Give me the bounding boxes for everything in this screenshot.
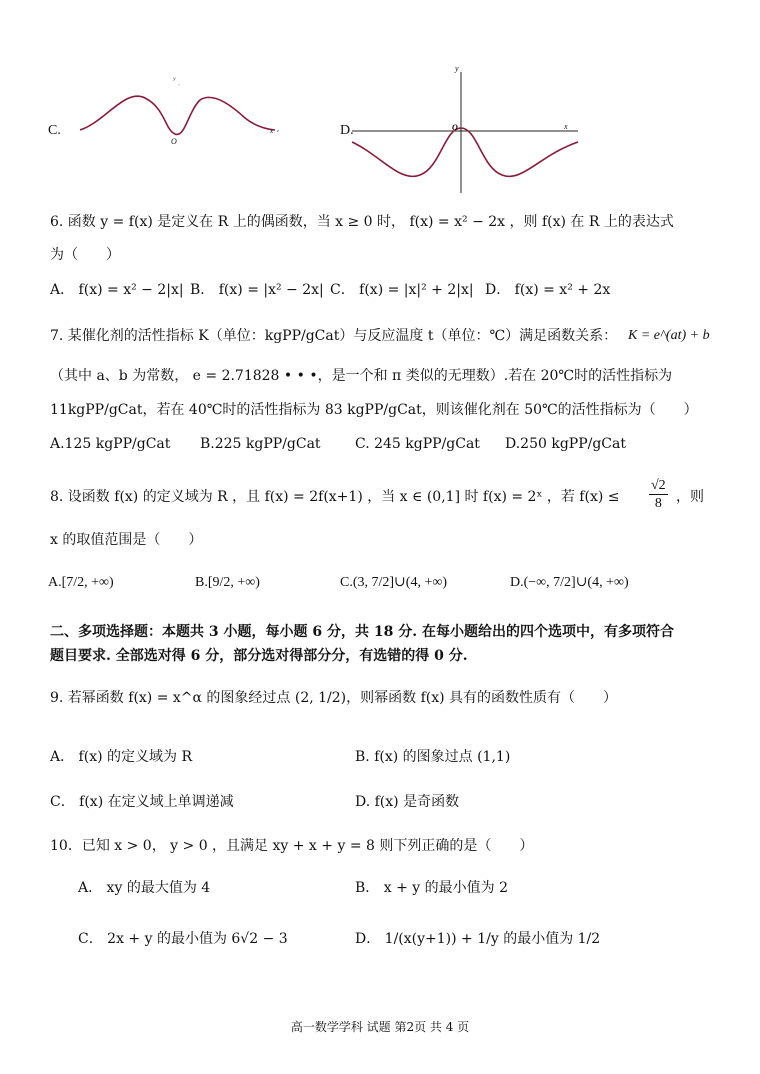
q8-fraction (648, 477, 669, 512)
section2-heading-line1: 二、多项选择题：本题共 3 小题，每小题 6 分，共 18 分. 在每小题给出的四个选项中，有多项符合 (50, 624, 674, 640)
q7-option-d: D.250 kgPP/gCat (505, 436, 626, 452)
q6-option-b: B． f(x) = |x² − 2x| (190, 282, 324, 298)
q7-line2: （其中 a、b 为常数， e = 2.71828 • • •，是一个和 π 类似的无理数）.若在 20℃时的活性指标为 (50, 368, 673, 384)
q8-fraction-denominator: 8 (654, 496, 662, 511)
q8-line1: 8. 设函数 f(x) 的定义域为 R ，且 f(x) = 2f(x+1) ，当 x ∈ (0,1] 时 f(x) = 2ˣ ，若 f(x) ≤ (50, 489, 620, 505)
graph-c-arrow: ᵉ (277, 128, 279, 136)
q8-fraction-numerator: √2 (651, 478, 666, 493)
graph-d-origin: O (452, 123, 458, 132)
q7-option-c: C. 245 kgPP/gCat (355, 436, 480, 452)
q6-option-d: D． f(x) = x² + 2x (485, 282, 611, 298)
graph-d-label: D. (340, 123, 354, 138)
q8-option-b: B.[9/2, +∞) (195, 575, 260, 590)
q6-stem-line1: 6. 函数 y = f(x) 是定义在 R 上的偶函数，当 x ≥ 0 时， f(x) = x² − 2x ，则 f(x) 在 R 上的表达式 (50, 214, 674, 230)
graph-c-label: C. (48, 123, 61, 138)
q9-option-d: D. f(x) 是奇函数 (355, 794, 460, 810)
q8-option-c: C.(3, 7/2]∪(4, +∞) (340, 575, 447, 590)
graph-d-curve (352, 128, 578, 176)
graph-d-y-label: y (455, 64, 459, 73)
page-footer: 高一数学学科 试题 第2页 共 4 页 (290, 1020, 470, 1034)
q7-line3: 11kgPP/gCat，若在 40℃时的活性指标为 83 kgPP/gCat，则该催化剂在 50℃的活性指标为（ ） (50, 402, 698, 418)
q9-option-b: B. f(x) 的图象过点 (1,1) (355, 749, 511, 765)
q7-formula: K = e^(at) + b (628, 328, 710, 343)
q6-option-c: C． f(x) = |x|² + 2|x| (330, 282, 474, 298)
q6-stem-line2: 为（ ） (50, 247, 120, 263)
q8-line2: x 的取值范围是（ ） (50, 532, 203, 548)
graph-d-x-label: x (564, 122, 568, 131)
q10-option-b: B． x + y 的最小值为 2 (355, 880, 508, 896)
graph-c-y-tick: ˎ (178, 79, 180, 86)
q7-line1: 7. 某催化剂的活性指标 K（单位：kgPP/gCat）与反应温度 t（单位：℃）满足函数关系： (50, 328, 618, 344)
q10-option-a: A． xy 的最大值为 4 (78, 880, 211, 896)
q10-option-c: C． 2x + y 的最小值为 6√2 − 3 (78, 931, 288, 947)
q9-option-c: C． f(x) 在定义域上单调递减 (50, 794, 234, 810)
q6-option-a: A． f(x) = x² − 2|x| (50, 282, 184, 298)
graph-c-x-label: x (270, 127, 274, 135)
q8-option-a: A.[7/2, +∞) (48, 575, 114, 590)
graph-c-origin: O (171, 137, 177, 146)
section2-heading-line2: 题目要求. 全部选对得 6 分，部分选对得部分分，有选错的得 0 分. (50, 648, 468, 664)
q10-stem: 10．已知 x > 0， y > 0 ，且满足 xy + x + y = 8 则下列正确的是（ ） (50, 838, 534, 854)
q7-option-b: B.225 kgPP/gCat (200, 436, 321, 452)
graph-c-y-label: ʸ (173, 76, 176, 84)
q8-line1-end: ，则 (676, 489, 704, 505)
q9-stem: 9. 若幂函数 f(x) = x^α 的图象经过点 (2, 1/2)，则幂函数 f(x) 具有的函数性质有（ ） (50, 690, 618, 706)
q9-option-a: A． f(x) 的定义域为 R (50, 749, 193, 765)
q7-option-a: A.125 kgPP/gCat (50, 436, 171, 452)
q8-option-d: D.(−∞, 7/2]∪(4, +∞) (510, 575, 629, 590)
q10-option-d: D． 1/(x(y+1)) + 1/y 的最小值为 1/2 (355, 931, 601, 947)
